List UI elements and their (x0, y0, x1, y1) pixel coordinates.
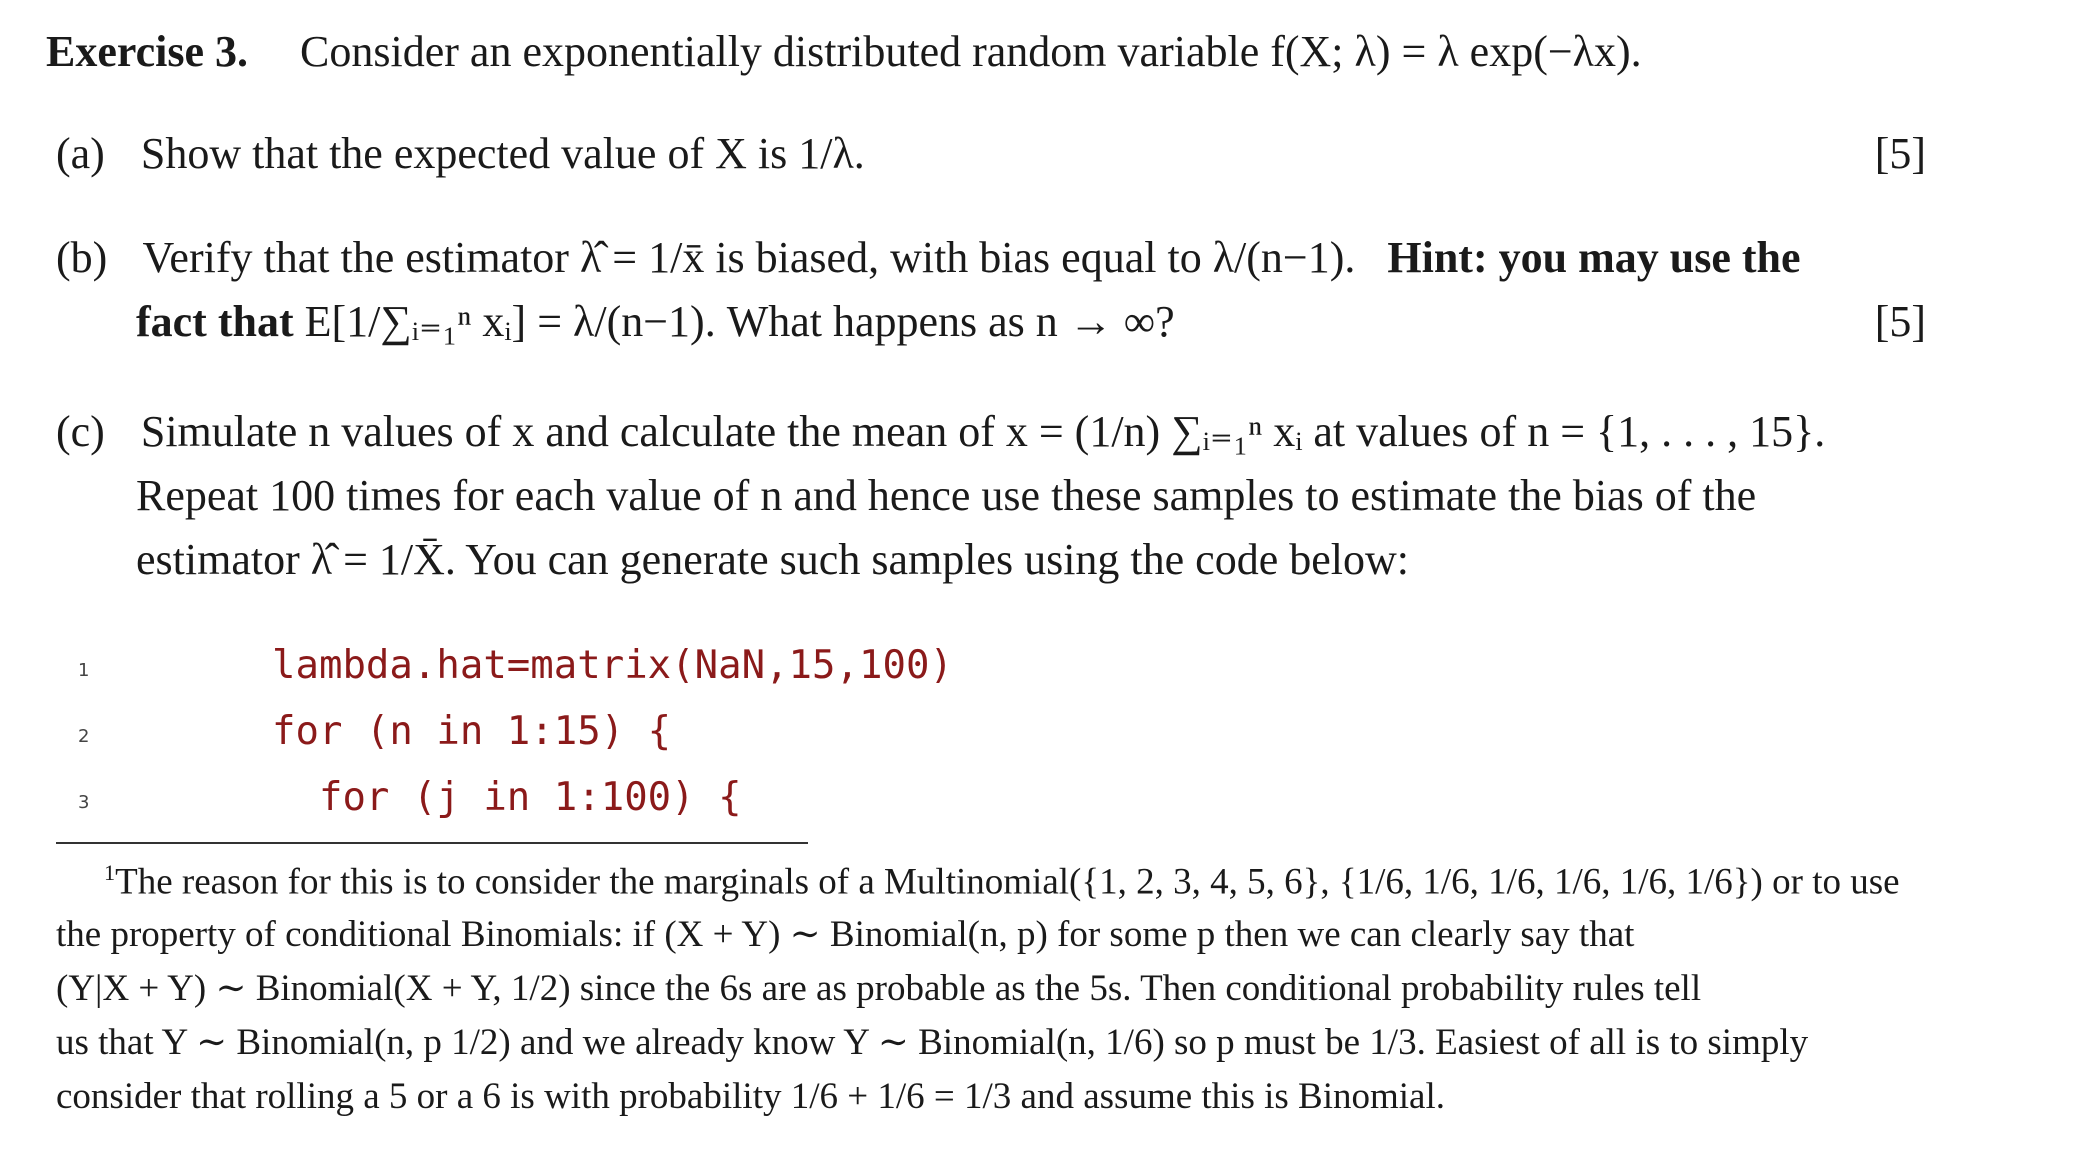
exercise-label: Exercise 3. (46, 27, 249, 76)
footnote-line4: us that Y ∼ Binomial(n, p 1/2) and we already know Y ∼ Binomial(n, 1/6) so p must be 1/3. Easiest of all is to simply (56, 1022, 1809, 1063)
part-b-line1 (56, 233, 1801, 282)
part-b-text: Verify that the estimator λ̂ = 1/x̄ is biased, with bias equal to λ/(n−1). (142, 233, 1356, 282)
code-line-number: 3 (78, 792, 90, 813)
part-a-marks: [5] (1874, 129, 1926, 178)
part-c-line2: Repeat 100 times for each value of n and hence use these samples to estimate the bias of the (136, 471, 1757, 520)
code-line-number: 2 (78, 726, 90, 747)
footnote-marker: 1 (104, 860, 116, 885)
part-b-fact: fact that (136, 297, 294, 346)
exercise-intro: Consider an exponentially distributed random variable f(X; λ) = λ exp(−λx). (300, 27, 1642, 76)
part-a (56, 129, 865, 178)
code-line: for (n in 1:15) { (272, 709, 672, 754)
footnote-rule (56, 842, 808, 844)
footnote-line1 (104, 860, 1900, 903)
code-line: for (j in 1:100) { (272, 775, 742, 820)
part-b-line2 (136, 297, 1175, 346)
part-b-label: (b) (56, 233, 108, 282)
footnote-line3: (Y|X + Y) ∼ Binomial(X + Y, 1/2) since the 6s are as probable as the 5s. Then conditional probability rules tell (56, 968, 1702, 1009)
code-line-number: 1 (78, 660, 90, 681)
footnote-line2: the property of conditional Binomials: if (X + Y) ∼ Binomial(n, p) for some p then we can clearly say that (56, 914, 1635, 955)
part-c-text1: Simulate n values of x and calculate the mean of x = (1/n) ∑ᵢ₌₁ⁿ xᵢ at values of n = {1, . . . , 15}. (140, 407, 1826, 456)
part-a-text: Show that the expected value of X is 1/λ. (140, 129, 865, 178)
part-c-line1 (56, 407, 1826, 456)
exercise-heading (46, 27, 1642, 76)
part-b-formula: E[1/∑ᵢ₌₁ⁿ xᵢ] = λ/(n−1). What happens as n → ∞? (304, 297, 1175, 346)
part-b-hint: Hint: you may use the (1387, 233, 1801, 282)
part-c-label: (c) (56, 407, 105, 456)
code-line: lambda.hat=matrix(NaN,15,100) (272, 643, 953, 688)
footnote-text1: The reason for this is to consider the marginals of a Multinomial({1, 2, 3, 4, 5, 6}, {1/6, 1/6, 1/6, 1/6, 1/6, 1/6}) or to use (115, 861, 1900, 903)
part-b-marks: [5] (1874, 297, 1926, 346)
part-c-line3: estimator λ̂ = 1/X̄. You can generate such samples using the code below: (136, 535, 1409, 584)
part-a-label: (a) (56, 129, 105, 178)
footnote-line5: consider that rolling a 5 or a 6 is with probability 1/6 + 1/6 = 1/3 and assume this is Binomial. (56, 1076, 1445, 1117)
